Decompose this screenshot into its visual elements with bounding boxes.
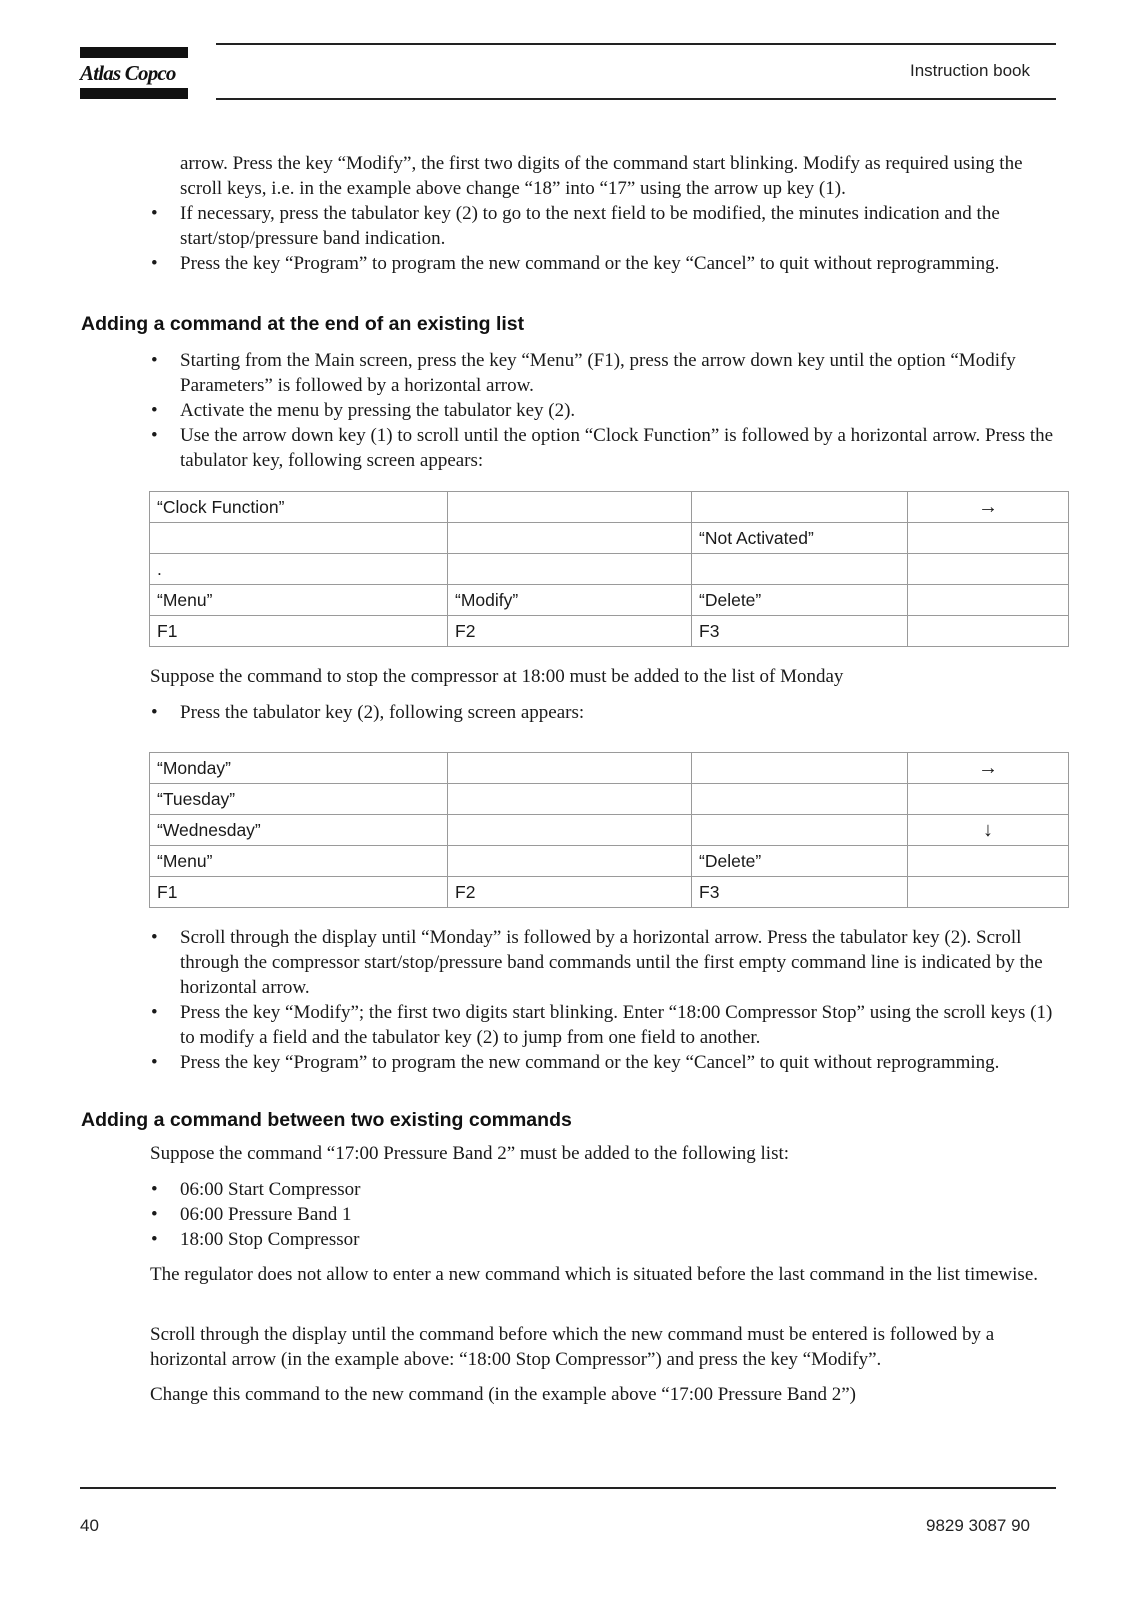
table-cell (448, 554, 692, 585)
table-cell (448, 492, 692, 523)
list-item: • Press the key “Program” to program the new command or the key “Cancel” to quit without reprogramming. (151, 253, 1000, 274)
table-cell: F2 (448, 616, 692, 647)
list-item: • 06:00 Pressure Band 1 (151, 1204, 352, 1225)
table-cell: “Tuesday” (150, 784, 448, 815)
table-cell (908, 877, 1069, 908)
table-cell (908, 784, 1069, 815)
table-row (150, 616, 1069, 647)
table-row (150, 846, 1069, 877)
command-list (150, 1177, 1056, 1252)
table-cell (908, 523, 1069, 554)
right-arrow-icon: → (908, 492, 1069, 523)
list-item: • If necessary, press the tabulator key (2) to go to the next field to be modified, the minutes indication and the start/stop/pressure band indication. (151, 203, 1000, 249)
section1-bullet-list (150, 348, 1056, 473)
table-cell (692, 554, 908, 585)
table-cell: “Not Activated” (692, 523, 908, 554)
footer-rule (80, 1487, 1056, 1489)
table-row (150, 815, 1069, 846)
table-row (150, 523, 1069, 554)
intro-continuation: arrow. Press the key “Modify”, the first two digits of the command start blinking. Modify as required using the scroll keys, i.e. in the example above change “18” into “17” using the arrow up key (1). (180, 153, 1023, 199)
section-heading: Adding a command at the end of an existing list (81, 313, 525, 335)
table-cell: “Delete” (692, 585, 908, 616)
header-rule-bottom (216, 98, 1056, 100)
down-arrow-icon: ↓ (908, 815, 1069, 846)
body-paragraph: Change this command to the new command (in the example above “17:00 Pressure Band 2”) (150, 1384, 856, 1405)
table-cell (908, 846, 1069, 877)
table-cell: “Wednesday” (150, 815, 448, 846)
table-cell: “Delete” (692, 846, 908, 877)
table-row (150, 877, 1069, 908)
table-cell (908, 554, 1069, 585)
table-cell (448, 815, 692, 846)
right-arrow-icon: → (908, 753, 1069, 784)
body-paragraph: The regulator does not allow to enter a new command which is situated before the last command in the list timewise. (150, 1264, 1039, 1285)
table-cell (908, 585, 1069, 616)
list-item: • Press the key “Program” to program the new command or the key “Cancel” to quit without reprogramming. (151, 1052, 1000, 1073)
logo-bar-top (80, 47, 188, 58)
section1-bullet-list-2 (150, 925, 1056, 1075)
table-cell: F3 (692, 616, 908, 647)
logo-bar-bottom (80, 88, 188, 99)
atlas-copco-logo (80, 47, 188, 99)
section-heading: Adding a command between two existing commands (81, 1109, 572, 1131)
controller-screen-clock-function (149, 491, 1069, 647)
list-item: • Press the tabulator key (2), following screen appears: (151, 702, 585, 723)
table-cell: F2 (448, 877, 692, 908)
table-row (150, 753, 1069, 784)
list-item: • Use the arrow down key (1) to scroll until the option “Clock Function” is followed by a horizontal arrow. Press the tabulator key, following screen appears: (151, 425, 1054, 471)
header-rule-top (216, 43, 1056, 45)
document-number: 9829 3087 90 (926, 1516, 1030, 1535)
table-cell: . (150, 554, 448, 585)
logo-wordmark: Atlas Copco (80, 61, 176, 85)
suppose-paragraph: Suppose the command to stop the compressor at 18:00 must be added to the list of Monday (150, 666, 844, 687)
tab-bullet-list (150, 700, 1056, 725)
table-row (150, 554, 1069, 585)
page-number: 40 (80, 1516, 99, 1535)
list-item: • Starting from the Main screen, press the key “Menu” (F1), press the arrow down key until the option “Modify Parameters” is followed by a horizontal arrow. (151, 350, 1016, 396)
table-cell (448, 753, 692, 784)
table-cell (448, 846, 692, 877)
suppose-paragraph: Suppose the command “17:00 Pressure Band 2” must be added to the following list: (150, 1143, 790, 1164)
table-cell (448, 784, 692, 815)
list-item: • Press the key “Modify”; the first two digits start blinking. Enter “18:00 Compressor Stop” using the scroll keys (1) to modify a field and the tabulator key (2) to jump from one field to another. (151, 1002, 1053, 1048)
body-paragraph: Scroll through the display until the command before which the new command must be entered is followed by a horizontal arrow (in the example above: “18:00 Stop Compressor”) and press the key “Modify”. (150, 1324, 995, 1370)
table-cell (692, 492, 908, 523)
header-title: Instruction book (909, 61, 1030, 80)
table-cell: F1 (150, 877, 448, 908)
table-cell: “Monday” (150, 753, 448, 784)
table-cell (908, 616, 1069, 647)
table-cell (692, 815, 908, 846)
table-row (150, 784, 1069, 815)
table-cell (692, 784, 908, 815)
list-item: • Activate the menu by pressing the tabulator key (2). (151, 400, 576, 421)
intro-bullet-list (150, 201, 1056, 276)
controller-screen-weekdays (149, 752, 1069, 908)
table-cell (150, 523, 448, 554)
table-cell (692, 753, 908, 784)
table-cell: F3 (692, 877, 908, 908)
list-item: • 06:00 Start Compressor (151, 1179, 361, 1200)
table-cell: F1 (150, 616, 448, 647)
list-item: • Scroll through the display until “Monday” is followed by a horizontal arrow. Press the tabulator key (2). Scroll through the compressor start/stop/pressure band commands until the first empty command line is indicated by the horizontal arrow. (151, 927, 1043, 998)
table-row (150, 492, 1069, 523)
list-item: • 18:00 Stop Compressor (151, 1229, 360, 1250)
table-cell (448, 523, 692, 554)
table-cell: “Modify” (448, 585, 692, 616)
table-cell: “Menu” (150, 585, 448, 616)
table-cell: “Clock Function” (150, 492, 448, 523)
table-cell: “Menu” (150, 846, 448, 877)
table-row (150, 585, 1069, 616)
